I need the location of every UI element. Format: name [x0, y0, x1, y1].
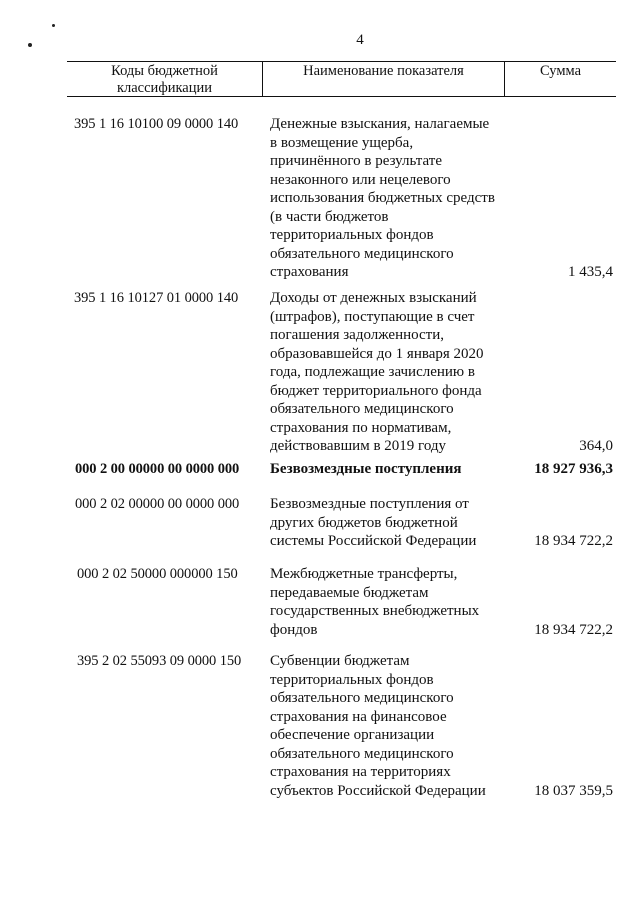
indicator-name-line: страхования на территориях — [270, 764, 451, 780]
indicator-name-line: фондов — [270, 621, 318, 638]
indicator-name — [270, 495, 510, 551]
amount: 18 934 722,2 — [534, 621, 613, 638]
indicator-name-line: (штрафов), поступающие в счет — [270, 308, 475, 325]
indicator-name-line: Безвозмездные поступления от — [270, 496, 469, 512]
indicator-name-line: государственных внебюджетных — [270, 603, 480, 619]
amount: 18 037 359,5 — [534, 782, 613, 799]
indicator-name-line: территориальных фондов — [270, 227, 434, 243]
indicator-name-line: системы Российской Федерации — [270, 533, 477, 549]
header-name: Наименование показателя — [303, 63, 464, 79]
indicator-name-line: образовавшейся до 1 января 2020 — [270, 345, 484, 362]
indicator-name-line: (в части бюджетов — [270, 208, 389, 225]
header-sum: Сумма — [539, 63, 582, 79]
indicator-name-line: незаконного или нецелевого — [270, 171, 451, 188]
indicator-name-line: года, подлежащие зачислению в — [270, 364, 475, 380]
indicator-name-line: использования бюджетных средств — [270, 190, 495, 206]
indicator-name-line: обеспечение организации — [270, 727, 435, 743]
budget-code: 395 1 16 10127 01 0000 140 — [74, 290, 239, 306]
indicator-name — [270, 115, 510, 282]
indicator-name-line: субъектов Российской Федерации — [270, 782, 486, 799]
indicator-name — [270, 652, 510, 800]
amount: 18 927 936,3 — [534, 461, 613, 477]
indicator-name-line: страхования на финансовое — [270, 708, 447, 725]
budget-code: 000 2 02 50000 000000 150 — [77, 566, 238, 582]
amount: 18 934 722,2 — [534, 533, 613, 549]
budget-code: 000 2 02 00000 00 0000 000 — [75, 496, 240, 512]
indicator-name-line: обязательного медицинского — [270, 745, 454, 762]
indicator-name-line: обязательного медицинского — [270, 401, 454, 417]
budget-code: 000 2 00 00000 00 0000 000 — [75, 461, 240, 477]
indicator-name-line: причинённого в результате — [270, 153, 442, 169]
indicator-name-line: Доходы от денежных взысканий — [270, 290, 477, 306]
amount: 1 435,4 — [568, 264, 613, 280]
indicator-name-line: других бюджетов бюджетной — [270, 514, 458, 531]
indicator-name-line: страхования по нормативам, — [270, 419, 452, 436]
indicator-name-line: в возмещение ущерба, — [270, 134, 414, 151]
amount: 364,0 — [579, 438, 613, 454]
indicator-name — [270, 565, 510, 639]
indicator-name-line: Субвенции бюджетам — [270, 653, 410, 669]
indicator-name — [270, 289, 510, 456]
header-code: Коды бюджетной классификации — [111, 63, 218, 96]
indicator-name-line: Денежные взыскания, налагаемые — [270, 116, 490, 132]
indicator-name-line: Безвозмездные поступления — [270, 461, 462, 477]
scan-speck — [52, 24, 55, 27]
indicator-name-line: обязательного медицинского — [270, 245, 454, 262]
budget-code: 395 2 02 55093 09 0000 150 — [77, 653, 242, 669]
indicator-name-line: передаваемые бюджетам — [270, 584, 429, 601]
page-number: 4 — [356, 32, 364, 48]
indicator-name-line: бюджет территориального фонда — [270, 382, 482, 399]
indicator-name-line: Межбюджетные трансферты, — [270, 566, 458, 582]
indicator-name — [270, 460, 510, 479]
header-bottom-rule — [67, 96, 616, 97]
indicator-name-line: погашения задолженности, — [270, 327, 444, 343]
indicator-name-line: территориальных фондов — [270, 671, 434, 688]
indicator-name-line: действовавшим в 2019 году — [270, 438, 447, 454]
budget-code: 395 1 16 10100 09 0000 140 — [74, 116, 239, 132]
indicator-name-line: обязательного медицинского — [270, 690, 454, 706]
indicator-name-line: страхования — [270, 264, 349, 280]
